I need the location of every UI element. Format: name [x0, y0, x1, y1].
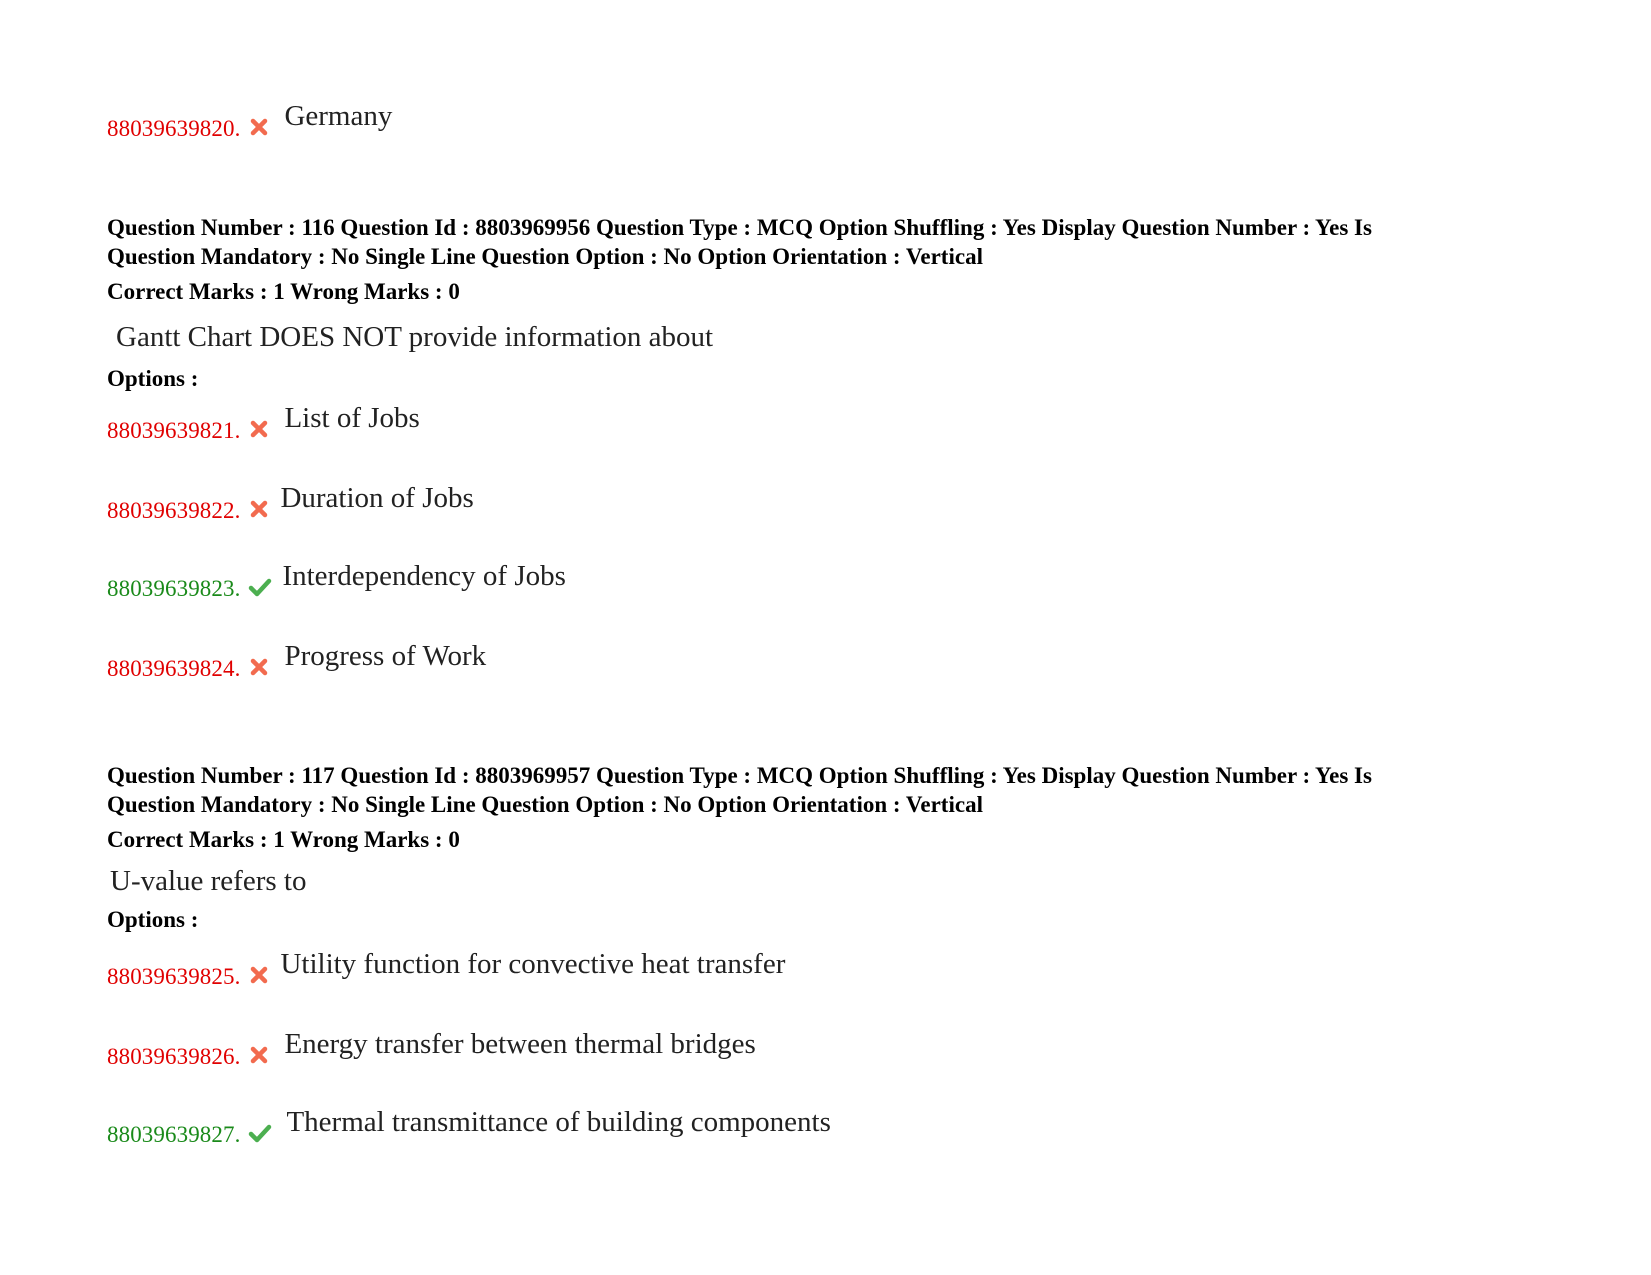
option-text: Interdependency of Jobs [282, 560, 566, 592]
option-id: 88039639824. [107, 656, 241, 681]
cross-icon [248, 418, 270, 440]
question-meta-line2: Question Mandatory : No Single Line Question Option : No Option Orientation : Vertical [107, 792, 983, 817]
option-text: Duration of Jobs [280, 482, 474, 514]
cross-icon [248, 656, 270, 678]
cross-icon [248, 964, 270, 986]
question-meta [107, 213, 1547, 271]
option-id: 88039639827. [107, 1122, 241, 1147]
option-row [107, 1028, 756, 1070]
option-row [107, 1106, 831, 1148]
option-row [107, 560, 566, 602]
option-text: List of Jobs [284, 402, 420, 434]
option-row [107, 640, 486, 682]
check-icon [248, 576, 272, 598]
option-id: 88039639821. [107, 418, 241, 443]
cross-icon [248, 1044, 270, 1066]
option-text: Germany [284, 100, 393, 132]
option-text: Energy transfer between thermal bridges [284, 1028, 756, 1060]
option-id: 88039639826. [107, 1044, 241, 1069]
option-row [107, 482, 474, 524]
option-id: 88039639822. [107, 498, 241, 523]
option-text: Progress of Work [284, 640, 487, 672]
option-id: 88039639820. [107, 116, 241, 141]
option-row [107, 100, 392, 142]
cross-icon [248, 498, 270, 520]
options-label: Options : [107, 366, 199, 391]
option-row [107, 402, 420, 444]
option-text: Utility function for convective heat transfer [280, 948, 786, 980]
cross-icon [248, 116, 270, 138]
question-text: U-value refers to [110, 865, 307, 897]
option-text: Thermal transmittance of building components [286, 1106, 831, 1138]
marks-info: Correct Marks : 1 Wrong Marks : 0 [107, 827, 460, 852]
marks-info: Correct Marks : 1 Wrong Marks : 0 [107, 279, 460, 304]
question-text: Gantt Chart DOES NOT provide information about [116, 321, 714, 353]
options-label: Options : [107, 907, 199, 932]
option-row [107, 948, 785, 990]
option-id: 88039639825. [107, 964, 241, 989]
question-meta-line1: Question Number : 116 Question Id : 8803969956 Question Type : MCQ Option Shuffling : Yes Display Question Number : Yes Is [107, 215, 1372, 240]
check-icon [248, 1122, 272, 1144]
option-id: 88039639823. [107, 576, 241, 601]
question-meta-line2: Question Mandatory : No Single Line Question Option : No Option Orientation : Vertical [107, 244, 983, 269]
question-meta [107, 761, 1547, 819]
question-meta-line1: Question Number : 117 Question Id : 8803969957 Question Type : MCQ Option Shuffling : Yes Display Question Number : Yes Is [107, 763, 1372, 788]
